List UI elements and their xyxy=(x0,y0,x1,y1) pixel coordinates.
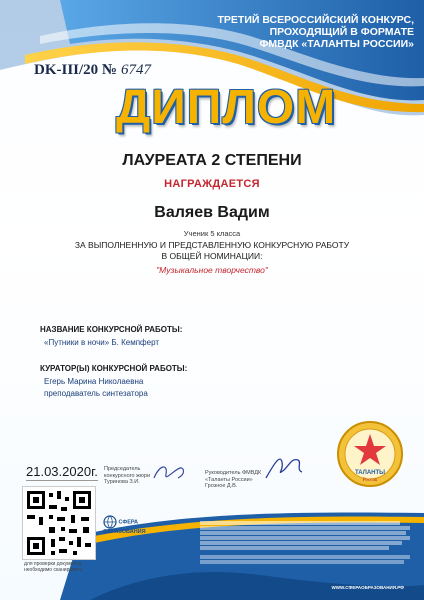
work-title-label: НАЗВАНИЕ КОНКУРСНОЙ РАБОТЫ: xyxy=(40,325,183,334)
qr-code-icon xyxy=(23,487,95,559)
award-badge xyxy=(336,420,404,488)
curator-name: Егерь Марина Николаевна xyxy=(44,377,144,386)
sfera-label: СФЕРА ОБРАЗОВАНИЯ xyxy=(103,519,146,535)
curator-role: преподаватель синтезатора xyxy=(44,389,148,398)
issue-date: 21.03.2020г. xyxy=(26,464,98,479)
organizer-small-print xyxy=(200,520,410,565)
badge-title: ТАЛАНТЫ xyxy=(354,470,386,476)
badge-subtitle: России xyxy=(362,478,378,483)
sfera-logo xyxy=(103,515,173,535)
nomination-value: "Музыкальное творчество" xyxy=(156,265,268,275)
website-link[interactable]: WWW.СФЕРАОБРАЗОВАНИЯ.РФ xyxy=(331,585,404,590)
contest-title xyxy=(154,14,414,50)
for-work-line-1: ЗА ВЫПОЛНЕННУЮ И ПРЕДСТАВЛЕННУЮ КОНКУРСНУЮ РАБОТУ xyxy=(74,240,350,250)
document-number xyxy=(34,62,151,79)
document-code: DK-III/20 № xyxy=(34,62,117,78)
for-work-text xyxy=(0,240,424,262)
sfera-globe-icon xyxy=(103,515,117,529)
recipient-name: Валяев Вадим xyxy=(154,204,270,221)
curator-label: КУРАТОР(Ы) КОНКУРСНОЙ РАБОТЫ: xyxy=(40,364,188,373)
contest-title-line-2: ПРОХОДЯЩИЙ В ФОРМАТЕ xyxy=(269,26,414,38)
jury-chair-signature xyxy=(150,460,190,486)
jury-chair-line-2: конкурсного жюри xyxy=(104,472,151,479)
document-number-value: 6747 xyxy=(121,62,151,78)
head-line-3: Грозное Д.В. xyxy=(205,483,238,489)
head-line-1: Руководитель ФМВДК xyxy=(205,470,262,476)
laureate-degree: ЛАУРЕАТА 2 СТЕПЕНИ xyxy=(122,152,302,169)
for-work-line-2: В ОБЩЕЙ НОМИНАЦИИ: xyxy=(161,251,263,261)
recipient-grade: Ученик 5 класса xyxy=(183,229,241,238)
jury-chair-line-1: Председатель xyxy=(104,466,141,472)
qr-caption: для проверки документа необходимо сканировать xyxy=(24,561,83,573)
head-signature xyxy=(262,452,306,484)
contest-title-line-1: ТРЕТИЙ ВСЕРОССИЙСКИЙ КОНКУРС, xyxy=(217,14,414,26)
jury-chair-caption xyxy=(104,466,150,486)
head-line-2: «Таланты России» xyxy=(205,476,253,483)
jury-chair-line-3: Туринова З.И. xyxy=(104,479,140,485)
work-title-value: «Путники в ночи» Б. Кемпферт xyxy=(44,338,160,347)
awarded-label: НАГРАЖДАЕТСЯ xyxy=(164,178,260,190)
qr-code[interactable] xyxy=(22,486,96,560)
head-caption xyxy=(205,470,261,490)
diploma-heading: ДИПЛОМ xyxy=(116,81,337,134)
contest-title-line-3: ФМВДК «ТАЛАНТЫ РОССИИ» xyxy=(259,38,414,50)
